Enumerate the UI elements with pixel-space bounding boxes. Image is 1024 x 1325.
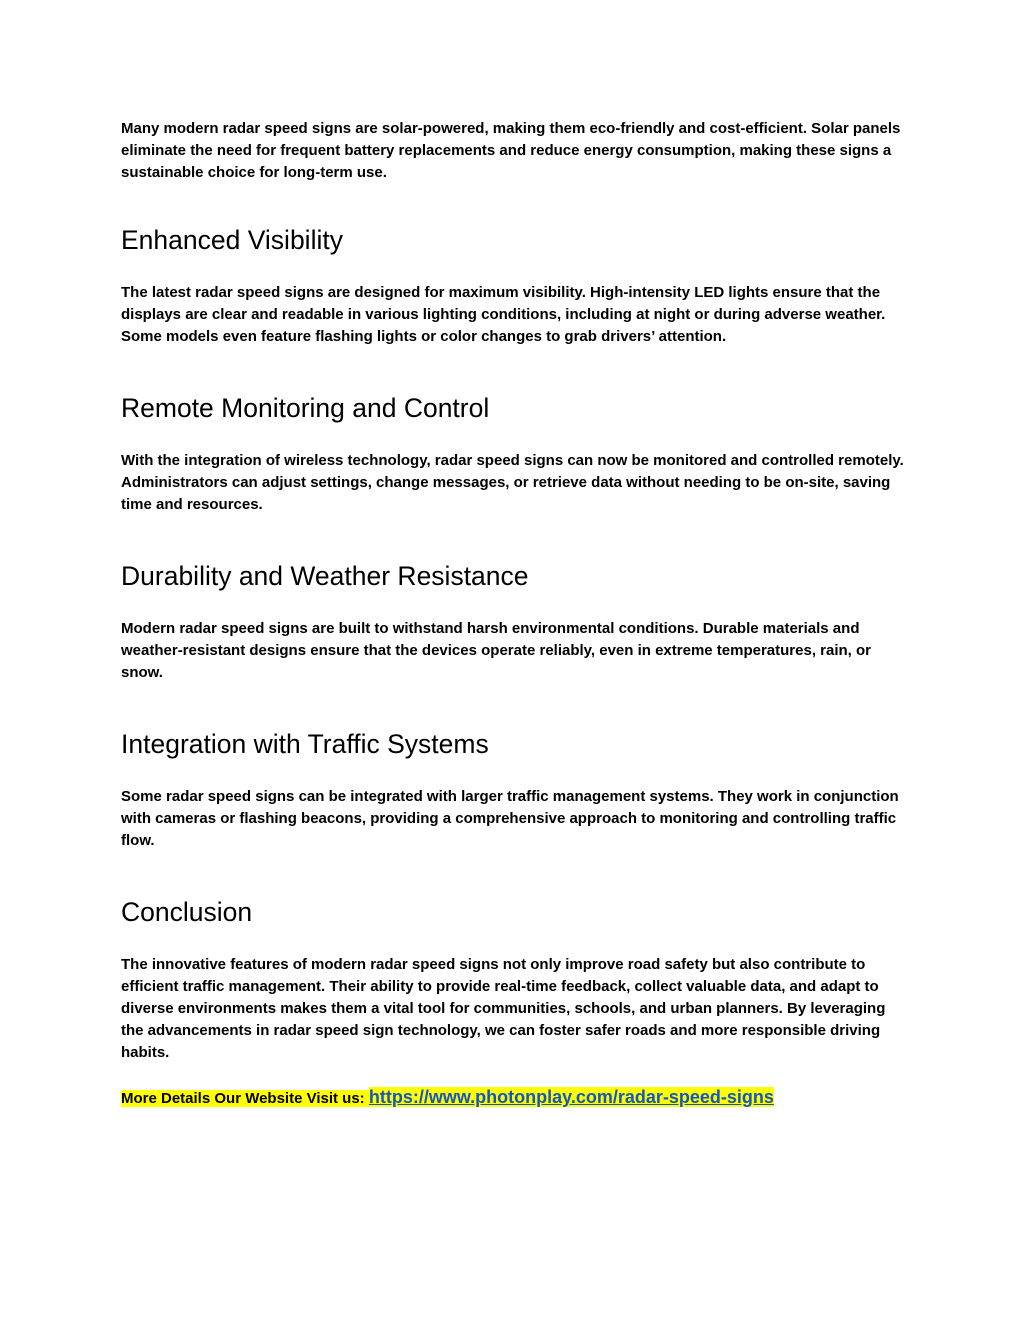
website-link[interactable]: https://www.photonplay.com/radar-speed-signs — [368, 1087, 774, 1107]
intro-paragraph: Many modern radar speed signs are solar-powered, making them eco-friendly and cost-efficient. Solar panels eliminate the need for frequent battery replacements and reduce energy consumption, making these signs a sustainable choice for long-term use. — [121, 120, 901, 181]
section-heading-durability: Durability and Weather Resistance — [121, 561, 529, 591]
document-page — [121, 118, 911, 1110]
section-paragraph-durability: Modern radar speed signs are built to withstand harsh environmental conditions. Durable materials and weather-resistant designs ensure that the devices operate reliably, even in extreme temperatures, rain, or snow. — [121, 620, 872, 681]
section-heading-remote-monitoring: Remote Monitoring and Control — [121, 393, 490, 423]
footer-label: More Details Our Website Visit us: — [121, 1090, 369, 1107]
section-paragraph-conclusion: The innovative features of modern radar speed signs not only improve road safety but also contribute to efficient traffic management. Their ability to provide real-time feedback, collect valuable data, and adapt to diverse environments makes them a vital tool for communities, schools, and urban planners. By leveraging the advancements in radar speed sign technology, we can foster safer roads and more responsible driving habits. — [121, 956, 886, 1061]
section-paragraph-enhanced-visibility: The latest radar speed signs are designed for maximum visibility. High-intensity LED lights ensure that the displays are clear and readable in various lighting conditions, including at night or during adverse weather. Some models even feature flashing lights or color changes to grab drivers’ attention. — [121, 284, 886, 345]
section-heading-conclusion: Conclusion — [121, 897, 253, 927]
footer-line — [121, 1086, 911, 1110]
section-heading-enhanced-visibility: Enhanced Visibility — [121, 225, 343, 255]
section-heading-integration: Integration with Traffic Systems — [121, 729, 489, 759]
section-paragraph-remote-monitoring: With the integration of wireless technology, radar speed signs can now be monitored and controlled remotely. Administrators can adjust settings, change messages, or retrieve data without needing to be on-site, saving time and resources. — [121, 452, 904, 513]
section-paragraph-integration: Some radar speed signs can be integrated with larger traffic management systems. They work in conjunction with cameras or flashing beacons, providing a comprehensive approach to monitoring and controlling traffic flow. — [121, 788, 899, 849]
